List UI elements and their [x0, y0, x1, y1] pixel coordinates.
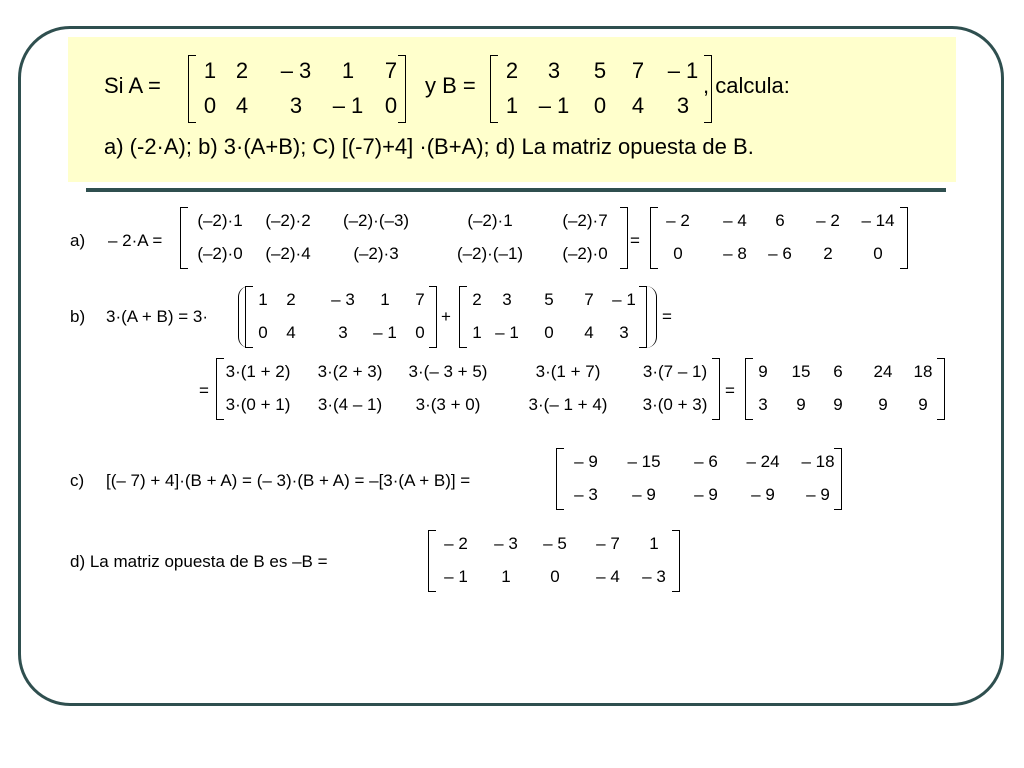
part-b-result-cell: 18	[913, 362, 933, 381]
part-b-result-cell: 24	[873, 362, 893, 381]
matrix-a-cell: 2	[235, 58, 249, 83]
matrix-a-cell: 0	[384, 93, 398, 118]
matrix-a-cell: 1	[341, 58, 355, 83]
part-a-result-cell: – 2	[666, 211, 690, 230]
part-d-result-cell: – 7	[596, 534, 620, 553]
divider-rule	[86, 188, 946, 192]
part-a-expr-cell: (–2)·2	[265, 211, 311, 230]
part-b-m2-cell: 7	[584, 290, 594, 309]
part-b-m1-cell: – 3	[331, 290, 355, 309]
part-b-m1-cell: 1	[380, 290, 390, 309]
part-b-expr-cell: 3·(3 + 0)	[415, 395, 481, 414]
matrix-b-cell: – 1	[667, 58, 699, 83]
part-a-expression-matrix	[180, 207, 628, 269]
part-a-expr-cell: (–2)·(–1)	[456, 244, 524, 263]
part-c-result-cell: – 18	[801, 452, 835, 471]
part-d-result-cell: 1	[649, 534, 659, 553]
part-a-label: a)	[70, 231, 86, 250]
part-b-result-cell: 9	[796, 395, 806, 414]
part-b-result-cell: 15	[791, 362, 811, 381]
matrix-b-cell: 4	[631, 93, 645, 118]
part-c-result-cell: – 24	[746, 452, 780, 471]
part-b-result-cell: 3	[758, 395, 768, 414]
part-b-expr-cell: 3·(1 + 7)	[535, 362, 601, 381]
calcula-label: , calcula:	[703, 73, 790, 98]
part-a-expr-cell: (–2)·0	[197, 244, 243, 263]
part-b-expr-cell: 3·(7 – 1)	[642, 362, 708, 381]
part-b-label: b)	[70, 307, 86, 326]
part-a-result-cell: 2	[823, 244, 833, 263]
part-c-result-cell: – 15	[627, 452, 661, 471]
matrix-a-cell: 7	[384, 58, 398, 83]
matrix-b-cell: 3	[547, 58, 561, 83]
part-a-equals: =	[630, 231, 640, 250]
matrix-a-cell: 1	[203, 58, 217, 83]
part-a-result-cell: – 8	[723, 244, 747, 263]
matrix-b-cell: 0	[593, 93, 607, 118]
part-c-result-cell: – 6	[694, 452, 718, 471]
part-a-result-cell: – 6	[768, 244, 792, 263]
part-b-m1-cell: 1	[258, 290, 268, 309]
part-c-result-cell: – 9	[632, 485, 656, 504]
part-a-expr-cell: (–2)·4	[265, 244, 311, 263]
part-b-expr-cell: 3·(2 + 3)	[317, 362, 383, 381]
part-b-result-cell: 9	[758, 362, 768, 381]
part-c-result-cell: – 9	[751, 485, 775, 504]
part-b-right-paren	[646, 286, 657, 348]
y-b-label: y B =	[425, 73, 476, 98]
part-d-result-cell: – 4	[596, 567, 620, 586]
part-b-m2-cell: 0	[544, 323, 554, 342]
part-b-result-matrix	[745, 358, 945, 420]
part-a-expr-cell: (–2)·7	[562, 211, 608, 230]
part-d-result-cell: – 3	[494, 534, 518, 553]
part-b-matrix-b	[459, 286, 647, 348]
part-d-result-cell: – 1	[444, 567, 468, 586]
part-b-expr-cell: 3·(0 + 1)	[225, 395, 291, 414]
matrix-b-cell: 5	[593, 58, 607, 83]
part-d-result-cell: – 3	[642, 567, 666, 586]
part-b-m1-cell: 0	[415, 323, 425, 342]
part-b-result-cell: 9	[878, 395, 888, 414]
question-text: a) (-2·A); b) 3·(A+B); C) [(-7)+4] ·(B+A); d) La matriz opuesta de B.	[104, 134, 754, 159]
part-a-result-cell: 0	[873, 244, 883, 263]
part-c-lhs: [(– 7) + 4]·(B + A) = (– 3)·(B + A) = –[3·(A + B)] =	[106, 471, 471, 490]
part-c-result-cell: – 9	[806, 485, 830, 504]
matrix-a	[188, 55, 406, 123]
part-b-equals-2: =	[199, 381, 209, 400]
part-a-result-cell: – 2	[816, 211, 840, 230]
part-b-m2-cell: – 1	[495, 323, 519, 342]
part-d-result-cell: – 2	[444, 534, 468, 553]
part-c-result-cell: – 9	[694, 485, 718, 504]
matrix-b	[490, 55, 712, 123]
part-b-equals-3: =	[725, 381, 735, 400]
part-c-result-cell: – 9	[574, 452, 598, 471]
part-b-expr-cell: 3·(0 + 3)	[642, 395, 708, 414]
part-b-result-cell: 9	[918, 395, 928, 414]
part-d-text: d) La matriz opuesta de B es –B =	[70, 552, 328, 571]
part-a-result-cell: 0	[673, 244, 683, 263]
part-b-m2-cell: 4	[584, 323, 594, 342]
matrix-a-cell: 0	[203, 93, 217, 118]
part-b-result-cell: 6	[833, 362, 843, 381]
part-b-expr-cell: 3·(1 + 2)	[225, 362, 291, 381]
part-a-result-cell: – 4	[723, 211, 747, 230]
part-a-expr-cell: (–2)·1	[197, 211, 243, 230]
part-a-expr-cell: (–2)·(–3)	[342, 211, 410, 230]
matrix-b-cell: 2	[505, 58, 519, 83]
part-c-result-matrix	[556, 448, 842, 510]
matrix-a-cell: 4	[235, 93, 249, 118]
matrix-b-cell: 3	[676, 93, 690, 118]
part-d-result-matrix	[428, 530, 680, 592]
part-b-m1-cell: 4	[286, 323, 296, 342]
part-b-m2-cell: – 1	[612, 290, 636, 309]
part-b-m2-cell: 1	[472, 323, 482, 342]
matrix-b-cell: 7	[631, 58, 645, 83]
part-b-m1-cell: 0	[258, 323, 268, 342]
part-d-result-cell: – 5	[543, 534, 567, 553]
matrix-b-cell: 1	[505, 93, 519, 118]
part-b-m1-cell: 3	[338, 323, 348, 342]
part-b-lhs: 3·(A + B) = 3·	[106, 307, 209, 326]
part-d-result-cell: 1	[501, 567, 511, 586]
part-c-label: c)	[70, 471, 85, 490]
part-b-m2-cell: 3	[502, 290, 512, 309]
part-d-result-cell: 0	[550, 567, 560, 586]
part-b-m1-cell: – 1	[373, 323, 397, 342]
part-b-m1-cell: 7	[415, 290, 425, 309]
part-b-matrix-a	[245, 286, 437, 348]
part-a-lhs: – 2·A =	[108, 231, 163, 250]
part-c-result-cell: – 3	[574, 485, 598, 504]
part-b-m2-cell: 5	[544, 290, 554, 309]
part-b-expression-matrix	[216, 358, 720, 420]
part-b-m2-cell: 3	[619, 323, 629, 342]
part-b-result-cell: 9	[833, 395, 843, 414]
part-b-plus: +	[441, 307, 451, 326]
matrix-a-cell: – 1	[332, 93, 364, 118]
part-a-result-cell: – 14	[861, 211, 895, 230]
part-a-expr-cell: (–2)·0	[562, 244, 608, 263]
matrix-a-cell: 3	[289, 93, 303, 118]
part-b-m1-cell: 2	[286, 290, 296, 309]
part-b-expr-cell: 3·(4 – 1)	[317, 395, 383, 414]
part-b-expr-cell: 3·(– 3 + 5)	[408, 362, 488, 381]
matrix-a-cell: – 3	[280, 58, 312, 83]
part-a-result-cell: 6	[775, 211, 785, 230]
part-b-m2-cell: 2	[472, 290, 482, 309]
si-a-label: Si A =	[104, 73, 161, 98]
matrix-b-cell: – 1	[538, 93, 570, 118]
part-a-result-matrix	[650, 207, 908, 269]
part-b-expr-cell: 3·(– 1 + 4)	[528, 395, 608, 414]
part-a-expr-cell: (–2)·3	[353, 244, 399, 263]
part-a-expr-cell: (–2)·1	[467, 211, 513, 230]
part-b-equals-1: =	[662, 307, 672, 326]
